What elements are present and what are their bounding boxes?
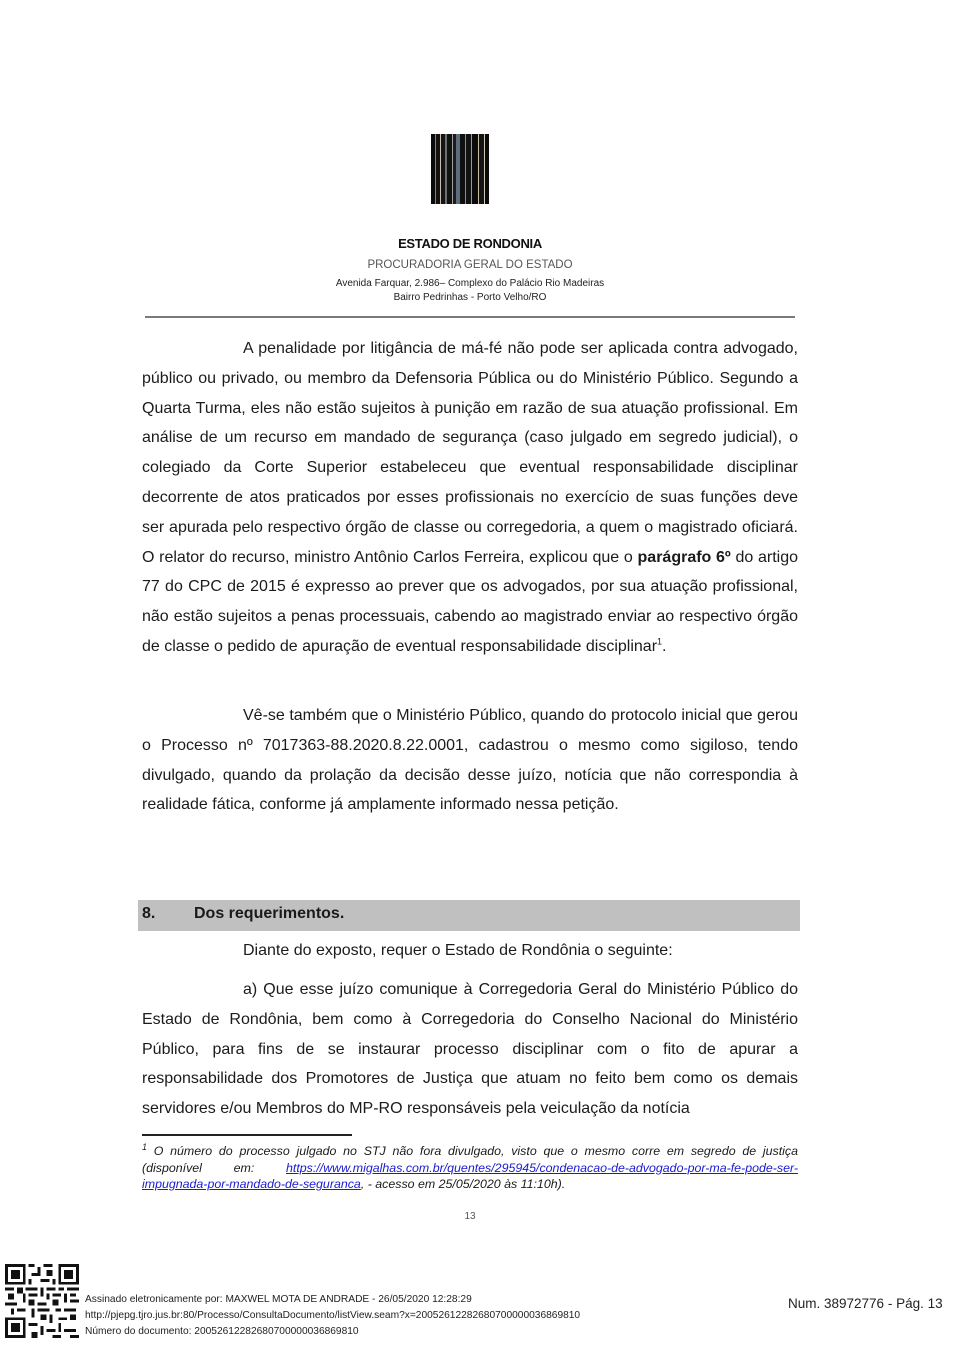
signature-document-number: Número do documento: 20052612282680700000036869810 (85, 1326, 359, 1337)
footnote-link[interactable]: https://www.migalhas.com.br/quentes/295945/condenacao-de-advogado-por-ma-fe-pode-ser-impugnada-por-mandado-de-seguranca (142, 1160, 798, 1191)
paragraph-ministerio-publico (142, 701, 798, 820)
bold-term: parágrafo 6º (637, 548, 731, 566)
paragraph-text: A penalidade por litigância de má-fé não pode ser aplicada contra advogado, público ou privado, ou membro da Defensoria Pública ou do Ministério Público. Segundo a Quarta Turma, eles não estão sujeitos à punição em razão de sua atuação profissional. Em análise de um recurso em mandado de segurança (caso julgado em segredo judicial), o colegiado da Corte Superior estabeleceu que eventual responsabilidade disciplinar decorrente de atos praticados por esses profissionais no exercício de suas funções deve ser apurada pelo respectivo órgão de classe ou corregedoria, a quem o magistrado oficiará. O relator do recurso, ministro Antônio Carlos Ferreira, explicou que o (142, 340, 798, 566)
page-number: 13 (464, 1211, 476, 1222)
paragraph-text: Vê-se também que o Ministério Público, quando do protocolo inicial que gerou o Processo nº 7017363-88.2020.8.22.0001, cadastrou o mesmo como sigiloso, tendo divulgado, quando da prolação da decisão desse juízo, notícia que não correspondia à realidade fática, conforme já amplamente informado nessa petição. (142, 707, 798, 814)
footnote-divider (142, 1134, 352, 1136)
document-page-id: Num. 38972776 - Pág. 13 (788, 1296, 943, 1311)
header-address-line1: Avenida Farquar, 2.986– Complexo do Palácio Rio Madeiras (335, 278, 605, 289)
header-address-line2: Bairro Pedrinhas - Porto Velho/RO (393, 292, 547, 303)
footnote-marker: 1 (142, 1141, 148, 1152)
paragraph-text: do artigo 77 do CPC de 2015 é expresso ao prever que os advogados, por sua atuação profissional, não estão sujeitos a penas processuais, cabendo ao magistrado enviar ao respectivo órgão de classe o pedido de apuração de eventual responsabilidade disciplinar (142, 548, 798, 655)
paragraph-text: Diante do exposto, requer o Estado de Rondônia o seguinte: (243, 942, 673, 959)
section-title: Dos requerimentos. (194, 905, 345, 922)
footnote-text: O número do processo julgado no STJ não fora divulgado, visto que o mesmo corre em segredo de justiça (disponível em: (142, 1144, 798, 1175)
header-subtitle: PROCURADORIA GERAL DO ESTADO (367, 259, 573, 271)
paragraph-litigancia: A penalidade por litigância de má-fé não pode ser aplicada contra advogado, público ou privado, ou membro da Defensoria Pública ou do Ministério Público. Segundo a Quarta Turma, eles não estão sujeitos à punição em razão de sua atuação profissional. Em análise de um recurso em mandado de segurança (caso julgado em segredo judicial), o colegiado da Corte Superior estabeleceu que eventual responsabilidade disciplinar decorrente de atos praticados por esses profissionais no exercício de suas funções deve ser apurada pelo respectivo órgão de classe ou corregedoria, a quem o magistrado oficiará. O relator do recurso, ministro Antônio Carlos Ferreira, explicou que o parágrafo 6º do artigo 77 do CPC de 2015 é expresso ao prever que os advogados, por sua atuação profissional, não estão sujeitos a penas processuais, cabendo ao magistrado enviar ao respectivo órgão de classe o pedido de apuração de eventual responsabilidade disciplinar$^1$. (142, 340, 798, 655)
coat-of-arms-icon (431, 134, 489, 204)
qr-code-icon (5, 1263, 79, 1339)
paragraph-text: a) Que esse juízo comunique à Corregedoria Geral do Ministério Público do Estado de Rondônia, bem como à Corregedoria do Conselho Nacional do Ministério Público, para fins de se instaurar processo disciplinar com o fito de apurar a responsabilidade dos Promotores de Justiça que atuam no feito bem como os demais servidores e/ou Membros do MP-RO responsáveis pela veiculação da notícia (142, 981, 798, 1118)
footnote (142, 1143, 798, 1193)
header-divider (145, 316, 795, 318)
section-number: 8. (142, 905, 156, 922)
signature-url[interactable]: http://pjepg.tjro.jus.br:80/Processo/ConsultaDocumento/listView.seam?x=20052612282680700000036869810 (85, 1310, 581, 1321)
header-title: ESTADO DE RONDONIA (398, 236, 542, 251)
paragraph-requerimento-a (142, 975, 798, 1124)
section-heading (138, 900, 800, 931)
footnote-text-end: , - acesso em 25/05/2020 às 11:10h). (360, 1177, 566, 1191)
paragraph-diante (142, 936, 798, 966)
footnote-reference[interactable]: 1 (657, 636, 663, 647)
signature-signed-by: Assinado eletronicamente por: MAXWEL MOTA DE ANDRADE - 26/05/2020 12:28:29 (85, 1294, 472, 1305)
